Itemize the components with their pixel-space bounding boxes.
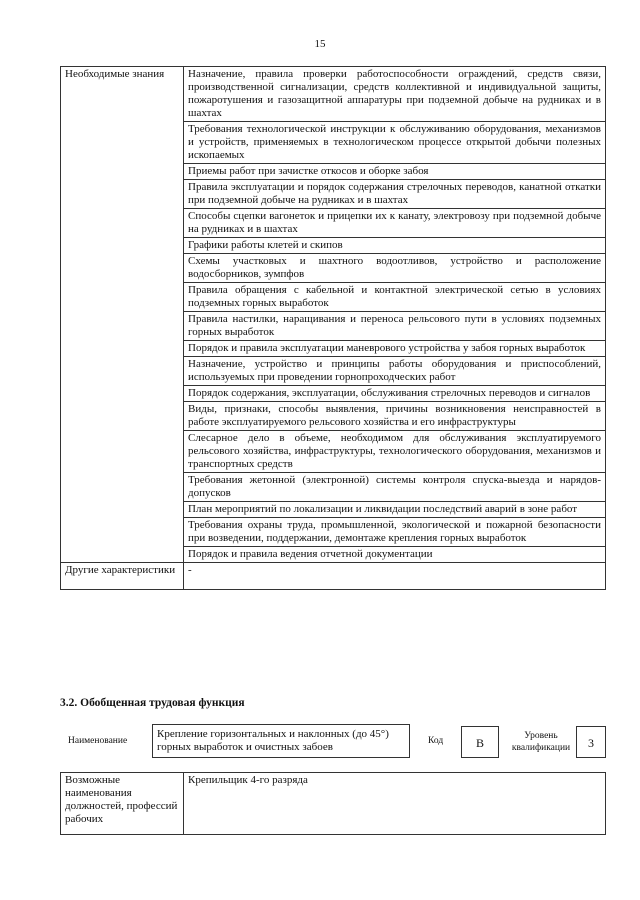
knowledge-item: Порядок и правила эксплуатации маневрового устройства у забоя горных выработок [184, 341, 606, 357]
other-characteristics-row [61, 563, 606, 590]
knowledge-table [60, 66, 606, 590]
knowledge-item: Порядок содержания, эксплуатации, обслуживания стрелочных переводов и сигналов [184, 386, 606, 402]
positions-label: Возможные наименования должностей, профессий рабочих [61, 773, 184, 835]
knowledge-item: Правила настилки, наращивания и переноса рельсового пути в условиях подземных горных выработок [184, 312, 606, 341]
knowledge-item: Требования технологической инструкции к обслуживанию оборудования, механизмов и устройств, применяемых в технологическом процессе открытой добычи полезных ископаемых [184, 122, 606, 164]
knowledge-item: Приемы работ при зачистке откосов и оборке забоя [184, 164, 606, 180]
page-number: 15 [314, 38, 326, 50]
knowledge-item: Порядок и правила ведения отчетной документации [184, 547, 606, 563]
qualification-level-box: 3 [576, 726, 606, 758]
function-name-box: Крепление горизонтальных и наклонных (до 45°) горных выработок и очистных забоев [152, 724, 410, 758]
knowledge-item: Способы сцепки вагонеток и прицепки их к канату, электровозу при подземной добыче на рудниках и в шахтах [184, 209, 606, 238]
positions-row [61, 773, 606, 835]
knowledge-item: План мероприятий по локализации и ликвидации последствий аварий в зоне работ [184, 502, 606, 518]
name-label: Наименование [68, 736, 128, 746]
code-label: Код [428, 736, 444, 746]
knowledge-item: Назначение, устройство и принципы работы оборудования и приспособлений, используемых при проведении горнопроходческих работ [184, 357, 606, 386]
knowledge-item: Схемы участковых и шахтного водоотливов, устройство и расположение водосборников, зумпфов [184, 254, 606, 283]
code-box: В [461, 726, 499, 758]
knowledge-item: Слесарное дело в объеме, необходимом для обслуживания эксплуатируемого рельсового хозяйства, инфраструктуры, технологического оборудования, механизмов и транспортных средств [184, 431, 606, 473]
section-heading: 3.2. Обобщенная трудовая функция [60, 697, 245, 709]
knowledge-item: Правила эксплуатации и порядок содержания стрелочных переводов, канатной откатки при подземной добыче на рудниках и в шахтах [184, 180, 606, 209]
qualification-level-label: Уровень квалификации [511, 731, 571, 753]
other-characteristics-value: - [184, 563, 606, 590]
knowledge-item: Требования охраны труда, промышленной, экологической и пожарной безопасности при возведении, поддержании, демонтаже крепления горных выработок [184, 518, 606, 547]
knowledge-item: Назначение, правила проверки работоспособности ограждений, средств связи, производственной сигнализации, средств коллективной и индивидуальной защиты, пожаротушения и газозащитной аппаратуры при подземной добыче на рудниках и в шахтах [184, 67, 606, 122]
positions-value: Крепильщик 4-го разряда [184, 773, 606, 835]
positions-table [60, 772, 606, 835]
other-characteristics-label: Другие характеристики [61, 563, 184, 590]
knowledge-item: Правила обращения с кабельной и контактной электрической сетью в условиях подземных горных выработок [184, 283, 606, 312]
knowledge-item: Требования жетонной (электронной) системы контроля спуска-выезда и нарядов-допусков [184, 473, 606, 502]
knowledge-item: Виды, признаки, способы выявления, причины возникновения неисправностей в работе эксплуатируемого рельсового хозяйства и его инфраструктуры [184, 402, 606, 431]
knowledge-row [61, 67, 606, 122]
knowledge-label: Необходимые знания [61, 67, 184, 563]
knowledge-item: Графики работы клетей и скипов [184, 238, 606, 254]
function-row [60, 724, 606, 764]
